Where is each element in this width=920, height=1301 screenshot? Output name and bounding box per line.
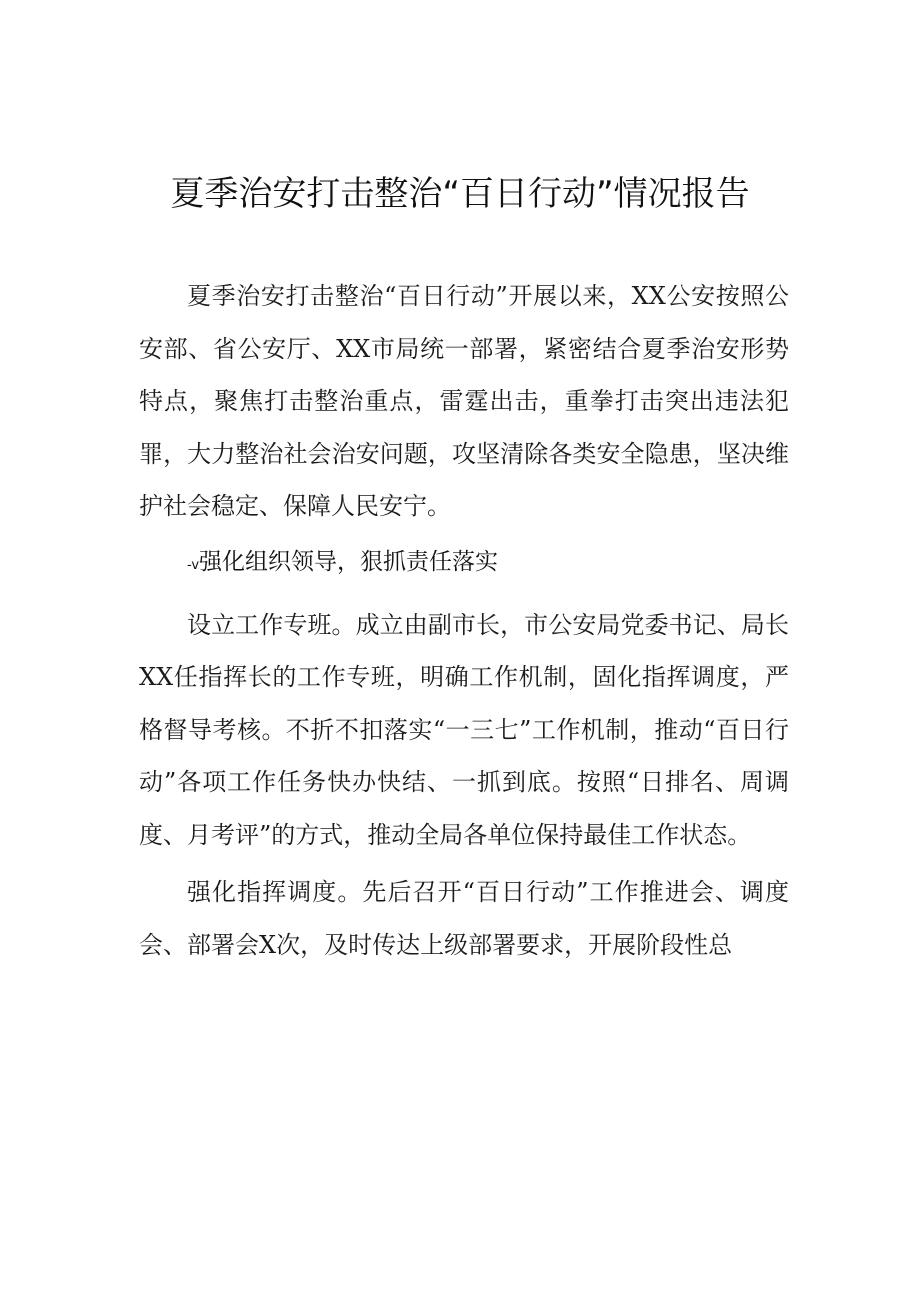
section-paragraph-command: 强化指挥调度。先后召开“百日行动”工作推进会、调度会、部署会X次，及时传达上级部署要求，开展阶段性总 bbox=[139, 878, 789, 959]
section-heading-text: 强化组织领导，狠抓责任落实 bbox=[199, 548, 499, 575]
section-heading bbox=[139, 533, 789, 595]
document-title: 夏季治安打击整治“百日行动”情况报告 bbox=[170, 174, 750, 214]
section-paragraph-work-team: 设立工作专班。成立由副市长，市公安局党委书记、局长XX任指挥长的工作专班，明确工作机制，固化指挥调度，严格督导考核。不折不扣落实“一三七”工作机制，推动“百日行动”各项工作任务快办快结、一抓到底。按照“日排名、周调度、月考评”的方式，推动全局各单位保持最佳工作状态。 bbox=[139, 610, 789, 849]
document-body bbox=[139, 270, 789, 971]
intro-paragraph: 夏季治安打击整治“百日行动”开展以来，XX公安按照公安部、省公安厅、XX市局统一部署，紧密结合夏季治安形势特点，聚焦打击整治重点，雷霆出击，重拳打击突出违法犯罪，大力整治社会治安问题，攻坚清除各类安全隐患，坚决维护社会稳定、保障人民安宁。 bbox=[139, 282, 789, 520]
section-heading-marker: -v bbox=[187, 557, 200, 573]
